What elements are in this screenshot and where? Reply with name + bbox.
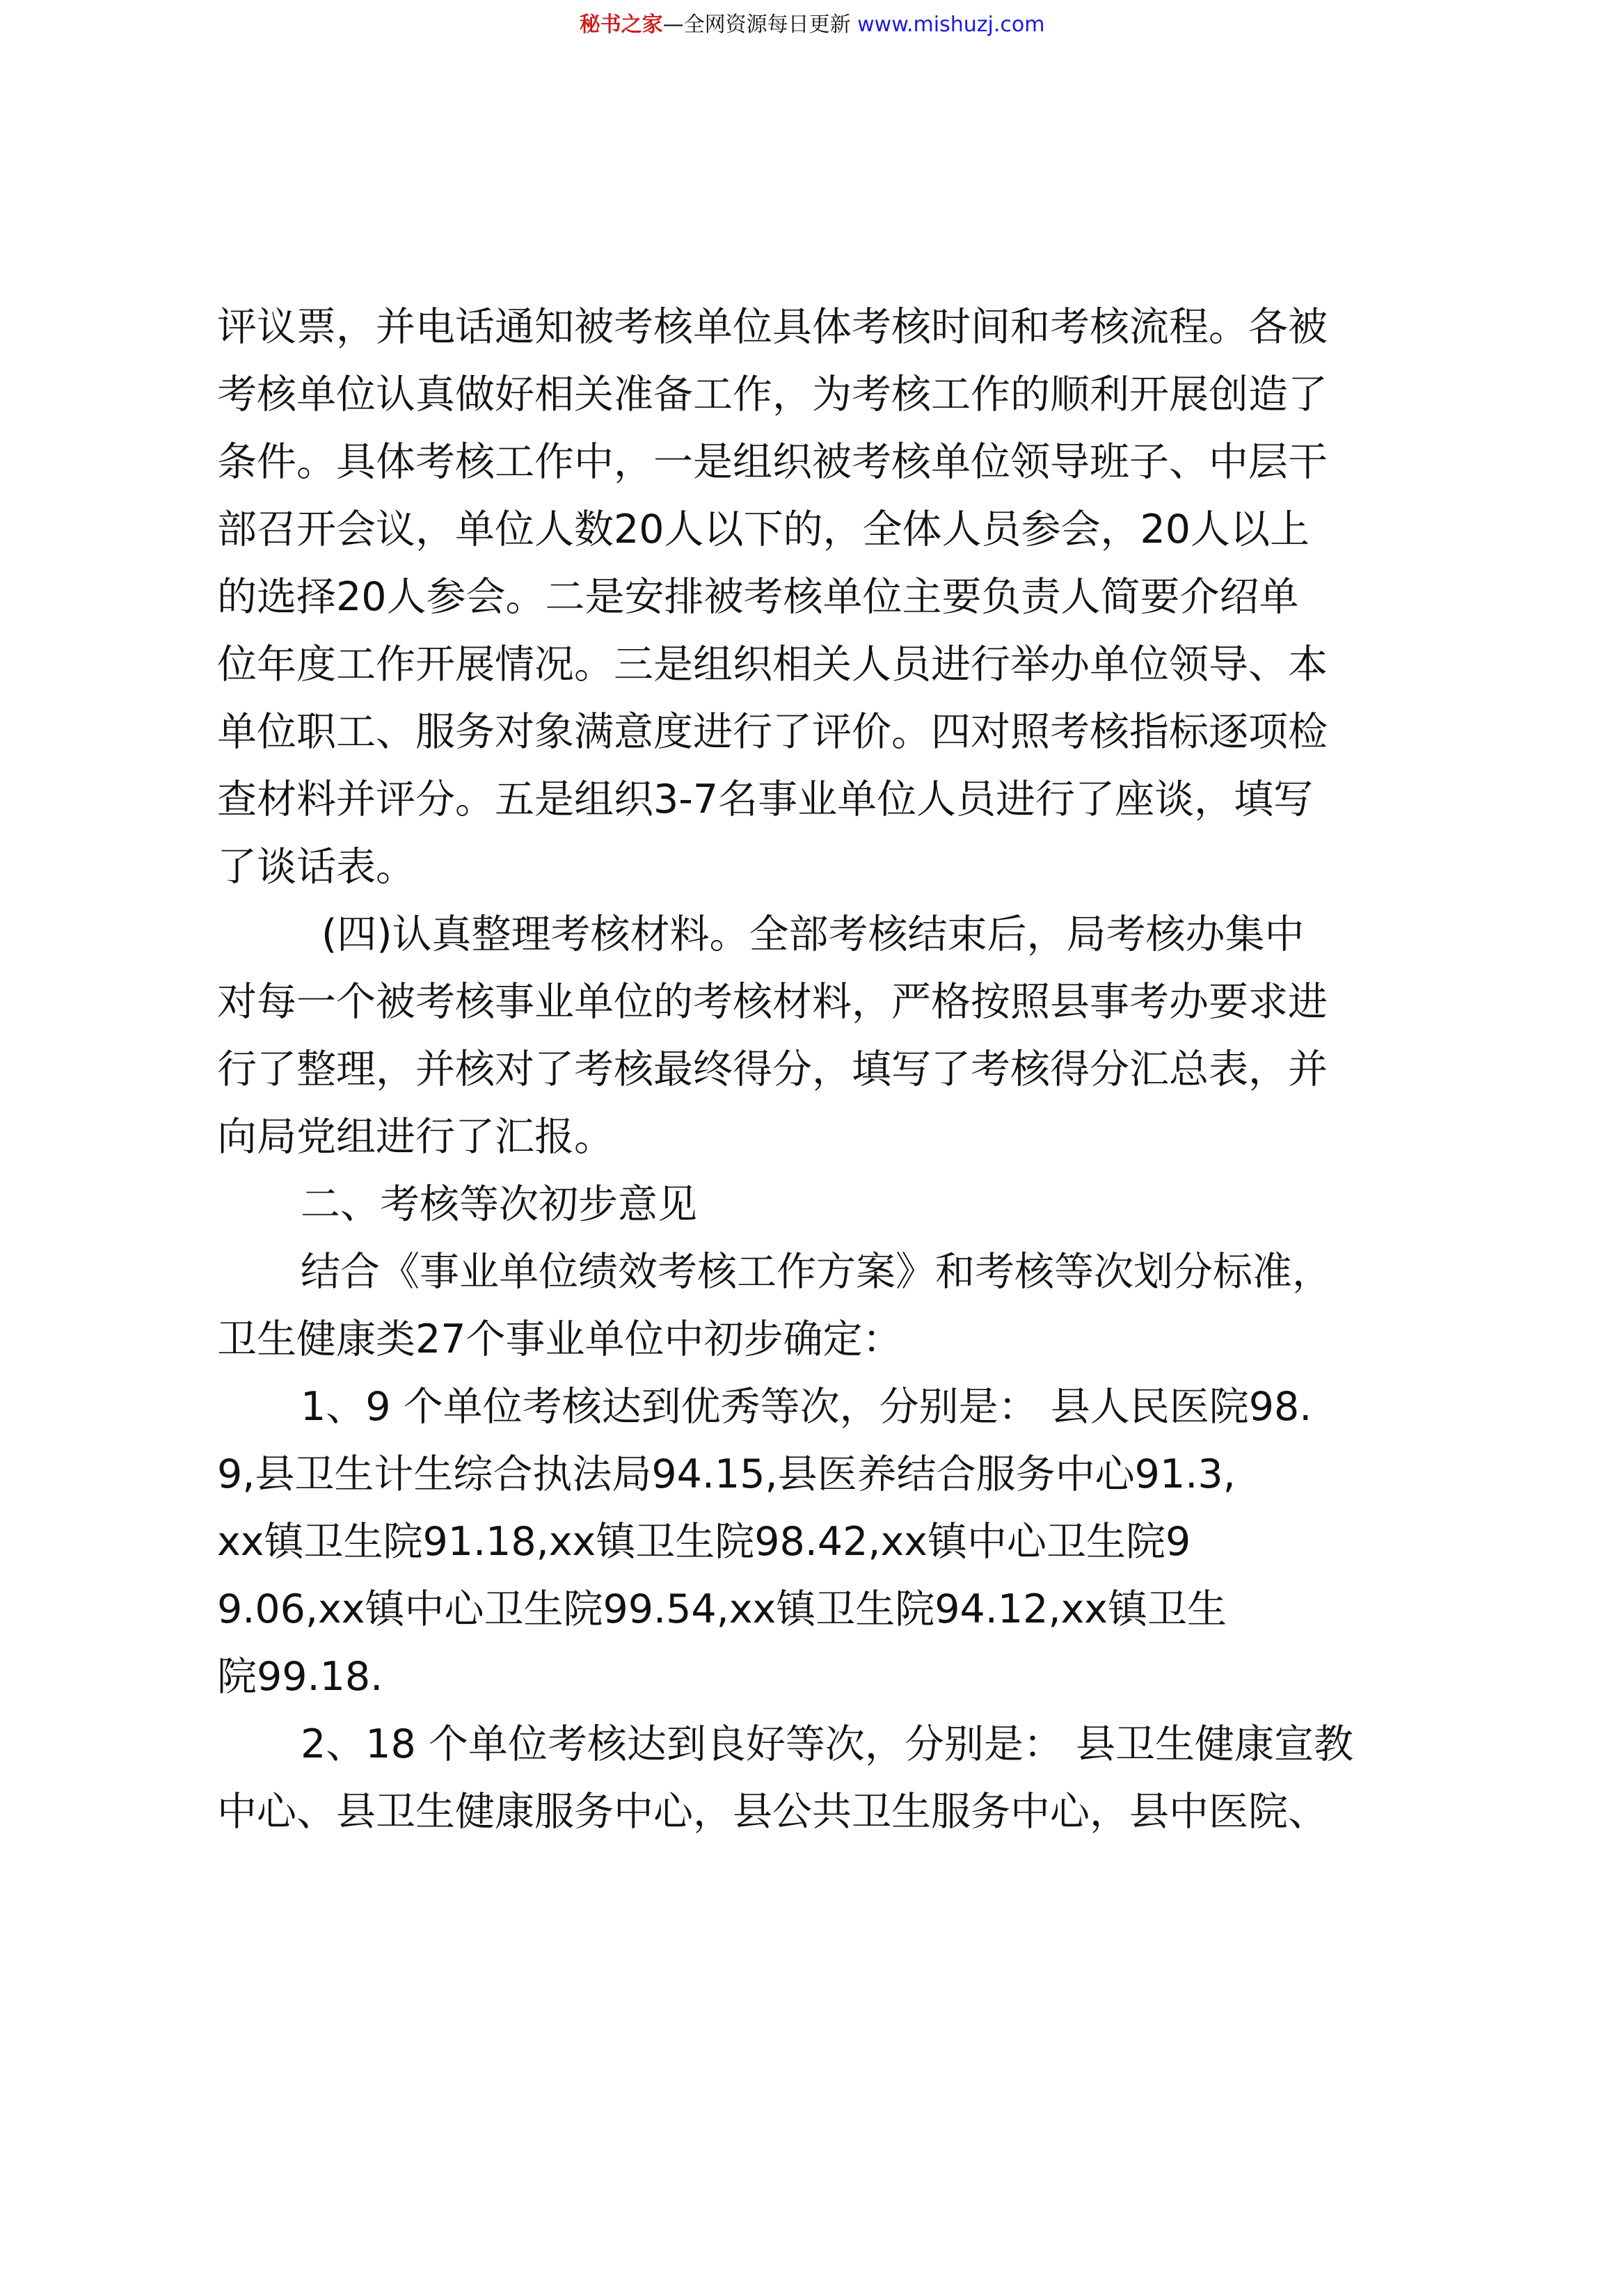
text-line: 单位职工、服务对象满意度进行了评价。四对照考核指标逐项检	[217, 709, 1328, 755]
text-line: 院99.18.	[217, 1654, 383, 1700]
site-watermark	[0, 8, 1624, 42]
text-line: 了谈话表。	[217, 844, 415, 890]
text-line: 考核单位认真做好相关准备工作，为考核工作的顺利开展创造了	[217, 372, 1328, 417]
list-item-excellent: 1、9 个单位考核达到优秀等次，分别是： 县人民医院98.	[301, 1384, 1312, 1430]
text-line: 结合《事业单位绩效考核工作方案》和考核等次划分标准，	[301, 1249, 1332, 1295]
text-line: 9.06,xx镇中心卫生院99.54,xx镇卫生院94.12,xx镇卫生	[217, 1586, 1227, 1632]
text-line: 评议票，并电话通知被考核单位具体考核时间和考核流程。各被	[217, 304, 1328, 350]
watermark-url[interactable]: www.mishuzj.com	[857, 13, 1045, 37]
text-line: 中心、县卫生健康服务中心，县公共卫生服务中心，县中医院、	[217, 1789, 1328, 1835]
text-line: 条件。具体考核工作中，一是组织被考核单位领导班子、中层干	[217, 439, 1328, 485]
text-line: 位年度工作开展情况。三是组织相关人员进行举办单位领导、本	[217, 641, 1328, 687]
text-line: 对每一个被考核事业单位的考核材料，严格按照县事考办要求进	[217, 979, 1328, 1025]
text-line: 行了整理，并核对了考核最终得分，填写了考核得分汇总表，并	[217, 1046, 1328, 1092]
section-heading-2: 二、考核等次初步意见	[301, 1181, 697, 1227]
text-line: 9,县卫生计生综合执法局94.15,县医养结合服务中心91.3,	[217, 1451, 1236, 1497]
section-heading-4: (四)认真整理考核材料。全部考核结束后，局考核办集中	[321, 911, 1305, 957]
text-line: 查材料并评分。五是组织3-7名事业单位人员进行了座谈，填写	[217, 776, 1314, 822]
watermark-brand: 秘书之家	[579, 13, 663, 37]
text-line: 部召开会议，单位人数20人以下的，全体人员参会，20人以上	[217, 507, 1310, 552]
document-body	[217, 294, 1424, 1846]
text-line: xx镇卫生院91.18,xx镇卫生院98.42,xx镇中心卫生院9	[217, 1519, 1191, 1565]
text-line: 向局党组进行了汇报。	[217, 1114, 614, 1160]
list-item-good: 2、18 个单位考核达到良好等次，分别是： 县卫生健康宣教	[301, 1721, 1354, 1767]
text-line: 的选择20人参会。二是安排被考核单位主要负责人简要介绍单	[217, 574, 1299, 620]
text-line: 卫生健康类27个事业单位中初步确定：	[217, 1316, 902, 1362]
watermark-tagline: —全网资源每日更新	[662, 13, 851, 37]
